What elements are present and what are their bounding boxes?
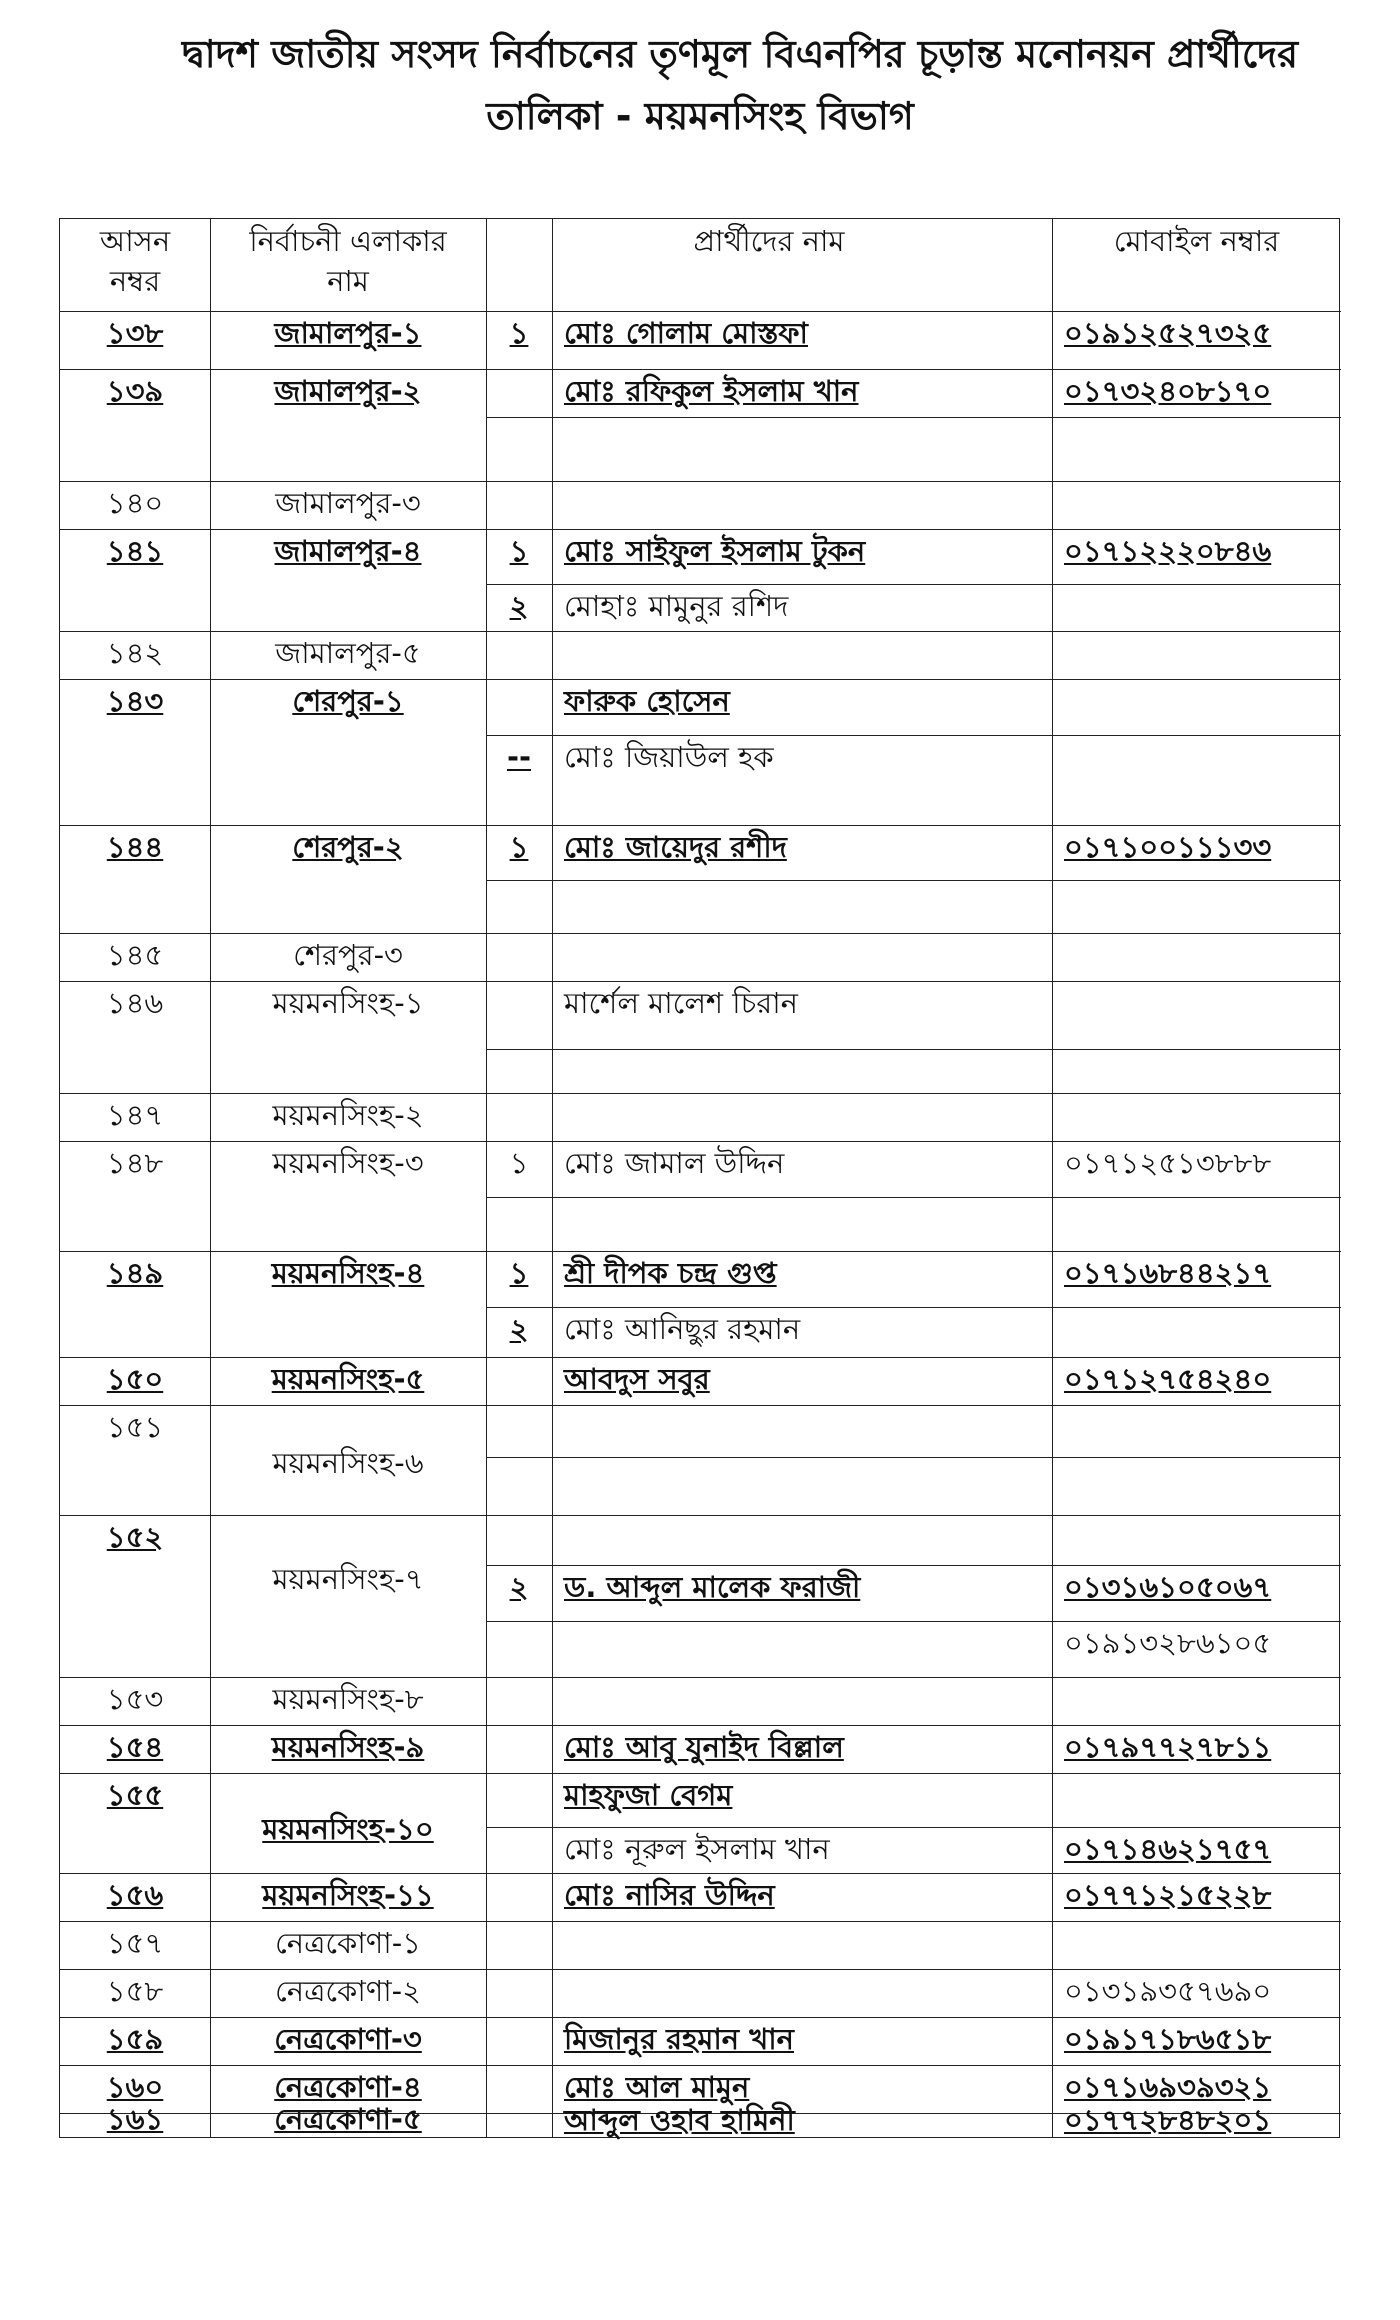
column-divider bbox=[1052, 219, 1053, 2137]
seat-number: ১৪৮ bbox=[106, 1146, 164, 1180]
constituency-name: শেরপুর-১ bbox=[292, 684, 404, 718]
candidate-name: আব্দুল ওহাব হামিনী bbox=[564, 2103, 795, 2137]
sub-row-separator bbox=[486, 1565, 1341, 1566]
constituency-name: নেত্রকোণা-৫ bbox=[274, 2102, 422, 2136]
candidate-mobile: ০১৭১৬৯৩৯৩২১ bbox=[1064, 2070, 1272, 2104]
row-separator bbox=[60, 2017, 1341, 2018]
seat-number: ১৪৩ bbox=[106, 684, 164, 718]
constituency-name: ময়মনসিংহ-৭ bbox=[272, 1562, 424, 1596]
sub-row-separator bbox=[486, 880, 1341, 881]
seat-number: ১৫৬ bbox=[106, 1878, 164, 1912]
candidate-mobile: ০১৭১০০১১১৩৩ bbox=[1064, 830, 1272, 864]
candidate-name: মোঃ গোলাম মোস্তফা bbox=[564, 316, 808, 350]
candidate-name: শ্রী দীপক চন্দ্র গুপ্ত bbox=[564, 1256, 777, 1290]
candidate-name: মোঃ জায়েদুর রশীদ bbox=[564, 830, 787, 864]
constituency-name: ময়মনসিংহ-৮ bbox=[272, 1682, 424, 1716]
constituency-name: জামালপুর-৩ bbox=[275, 486, 421, 520]
constituency-name: ময়মনসিংহ-৪ bbox=[271, 1256, 425, 1290]
seat-number: ১৩৮ bbox=[106, 316, 164, 350]
header-area: নির্বাচনী এলাকার নাম bbox=[249, 224, 447, 298]
candidate-name: আবদুস সবুর bbox=[564, 1362, 710, 1396]
candidate-mobile: ০১৯১২৫২৭৩২৫ bbox=[1064, 316, 1272, 350]
seat-number: ১৪০ bbox=[106, 486, 164, 520]
sub-row-separator bbox=[486, 417, 1341, 418]
candidate-name: মোঃ নূরুল ইসলাম খান bbox=[564, 1832, 830, 1866]
constituency-name: নেত্রকোণা-১ bbox=[275, 1926, 421, 1960]
constituency-name: শেরপুর-২ bbox=[292, 830, 404, 864]
candidate-name: মিজানুর রহমান খান bbox=[564, 2022, 794, 2056]
constituency-name: শেরপুর-৩ bbox=[293, 938, 403, 972]
candidate-name: মোঃ সাইফুল ইসলাম টুকন bbox=[564, 534, 866, 568]
seat-number: ১৪১ bbox=[106, 534, 164, 568]
row-separator bbox=[60, 1873, 1341, 1874]
row-separator bbox=[60, 679, 1341, 680]
candidate-rank: ২ bbox=[509, 589, 529, 623]
candidate-rank: ১ bbox=[509, 534, 529, 568]
page-subtitle: তালিকা - ময়মনসিংহ বিভাগ bbox=[486, 94, 914, 138]
candidate-mobile: ০১৭৭১২১৫২২৮ bbox=[1064, 1878, 1272, 1912]
row-separator bbox=[60, 529, 1341, 530]
candidate-mobile: ০১৭১২৫১৩৮৮৮ bbox=[1064, 1146, 1272, 1180]
row-separator bbox=[60, 1969, 1341, 1970]
candidate-mobile: ০১৩১৯৩৫৭৬৯০ bbox=[1064, 1974, 1272, 2008]
sub-row-separator bbox=[486, 584, 1341, 585]
seat-number: ১৫৩ bbox=[106, 1682, 164, 1716]
candidate-mobile: ০১৭৯৭৭২৭৮১১ bbox=[1064, 1730, 1272, 1764]
seat-number: ১৫৪ bbox=[106, 1730, 164, 1764]
seat-number: ১৫০ bbox=[106, 1362, 164, 1396]
row-separator bbox=[60, 1515, 1341, 1516]
row-separator bbox=[60, 1251, 1341, 1252]
row-separator bbox=[60, 933, 1341, 934]
seat-number: ১৫৮ bbox=[106, 1974, 164, 2008]
seat-number: ১৬১ bbox=[106, 2102, 164, 2136]
sub-row-separator bbox=[486, 1827, 1341, 1828]
candidate-rank: ১ bbox=[509, 1146, 529, 1180]
constituency-name: নেত্রকোণা-২ bbox=[275, 1974, 421, 2008]
constituency-name: নেত্রকোণা-৪ bbox=[274, 2070, 422, 2104]
seat-number: ১৪৭ bbox=[106, 1098, 164, 1132]
candidate-mobile: ০১৭১৪৬২১৭৫৭ bbox=[1064, 1832, 1272, 1866]
column-divider bbox=[552, 219, 553, 2137]
candidate-name: মার্শেল মালেশ চিরান bbox=[564, 986, 798, 1020]
candidate-rank: -- bbox=[506, 740, 532, 774]
candidate-rank: ১ bbox=[509, 316, 529, 350]
candidate-name: মোঃ জিয়াউল হক bbox=[564, 740, 774, 774]
row-separator bbox=[60, 1405, 1341, 1406]
constituency-name: জামালপুর-৪ bbox=[274, 534, 422, 568]
seat-number: ১৪৬ bbox=[106, 986, 164, 1020]
constituency-name: ময়মনসিংহ-৩ bbox=[272, 1146, 424, 1180]
header-seat: আসন নম্বর bbox=[99, 224, 171, 298]
seat-number: ১৪৯ bbox=[106, 1256, 164, 1290]
row-separator bbox=[60, 1141, 1341, 1142]
seat-number: ১৫২ bbox=[106, 1520, 164, 1554]
candidate-name: মাহফুজা বেগম bbox=[564, 1778, 733, 1812]
seat-number: ১৪২ bbox=[106, 636, 164, 670]
header-name: প্রার্থীদের নাম bbox=[693, 224, 845, 258]
sub-row-separator bbox=[486, 735, 1341, 736]
candidate-name: মোঃ আল মামুন bbox=[564, 2070, 750, 2104]
row-separator bbox=[60, 1357, 1341, 1358]
row-separator bbox=[60, 825, 1341, 826]
candidate-table bbox=[59, 218, 1340, 2138]
seat-number: ১৬০ bbox=[106, 2070, 164, 2104]
candidate-name: ড. আব্দুল মালেক ফরাজী bbox=[564, 1570, 861, 1604]
candidate-mobile: ০১৭১২২২০৮৪৬ bbox=[1064, 534, 1272, 568]
sub-row-separator bbox=[486, 1197, 1341, 1198]
candidate-rank: ১ bbox=[509, 1256, 529, 1290]
seat-number: ১৫৭ bbox=[106, 1926, 164, 1960]
row-separator bbox=[60, 2065, 1341, 2066]
constituency-name: ময়মনসিংহ-১ bbox=[272, 986, 424, 1020]
constituency-name: ময়মনসিংহ-১০ bbox=[262, 1812, 434, 1846]
constituency-name: ময়মনসিংহ-৯ bbox=[271, 1730, 425, 1764]
candidate-mobile: ০১৭৩২৪০৮১৭০ bbox=[1064, 374, 1272, 408]
candidate-mobile: ০১৩১৬১০৫০৬৭ bbox=[1064, 1570, 1272, 1604]
row-separator bbox=[60, 311, 1341, 312]
candidate-name: মোঃ জামাল উদ্দিন bbox=[564, 1146, 785, 1180]
header-mobile: মোবাইল নম্বার bbox=[1113, 224, 1280, 258]
constituency-name: ময়মনসিংহ-৫ bbox=[271, 1362, 425, 1396]
candidate-name: মোঃ নাসির উদ্দিন bbox=[564, 1878, 775, 1912]
constituency-name: ময়মনসিংহ-১১ bbox=[262, 1878, 434, 1912]
candidate-name: ফারুক হোসেন bbox=[564, 684, 730, 718]
row-separator bbox=[60, 369, 1341, 370]
sub-row-separator bbox=[486, 1621, 1341, 1622]
constituency-name: ময়মনসিংহ-২ bbox=[272, 1098, 424, 1132]
candidate-name: মোঃ আনিছুর রহমান bbox=[564, 1312, 801, 1346]
candidate-rank: ১ bbox=[509, 830, 529, 864]
sub-row-separator bbox=[486, 1307, 1341, 1308]
seat-number: ১৪৫ bbox=[106, 938, 164, 972]
seat-number: ১৫১ bbox=[106, 1410, 164, 1444]
row-separator bbox=[60, 481, 1341, 482]
seat-number: ১৩৯ bbox=[106, 374, 164, 408]
candidate-mobile: ০১৭১৬৮৪৪২১৭ bbox=[1064, 1256, 1272, 1290]
candidate-name: মোহাঃ মামুনুর রশিদ bbox=[564, 589, 789, 623]
row-separator bbox=[60, 1773, 1341, 1774]
candidate-mobile: ০১৭৭২৮৪৮২০১ bbox=[1064, 2103, 1272, 2137]
page-title: দ্বাদশ জাতীয় সংসদ নির্বাচনের তৃণমূল বিএনপির চূড়ান্ত মনোনয়ন প্রার্থীদের bbox=[181, 32, 1299, 76]
row-separator bbox=[60, 631, 1341, 632]
candidate-rank: ২ bbox=[509, 1312, 529, 1346]
row-separator bbox=[60, 1921, 1341, 1922]
row-separator bbox=[60, 1093, 1341, 1094]
candidate-mobile: ০১৯১৩২৮৬১০৫ bbox=[1064, 1626, 1272, 1660]
candidate-rank: ২ bbox=[509, 1570, 529, 1604]
constituency-name: জামালপুর-৫ bbox=[275, 636, 421, 670]
seat-number: ১৫৫ bbox=[106, 1778, 164, 1812]
row-separator bbox=[60, 981, 1341, 982]
seat-number: ১৫৯ bbox=[106, 2022, 164, 2056]
constituency-name: জামালপুর-১ bbox=[274, 316, 422, 350]
candidate-name: মোঃ রফিকুল ইসলাম খান bbox=[564, 374, 859, 408]
seat-number: ১৪৪ bbox=[106, 830, 164, 864]
candidate-mobile: ০১৯১৭১৮৬৫১৮ bbox=[1064, 2022, 1272, 2056]
constituency-name: নেত্রকোণা-৩ bbox=[274, 2022, 422, 2056]
constituency-name: ময়মনসিংহ-৬ bbox=[272, 1446, 424, 1480]
sub-row-separator bbox=[486, 1457, 1341, 1458]
candidate-name: মোঃ আবু যুনাইদ বিল্লাল bbox=[564, 1730, 844, 1764]
candidate-mobile: ০১৭১২৭৫৪২৪০ bbox=[1064, 1362, 1272, 1396]
sub-row-separator bbox=[486, 1049, 1341, 1050]
constituency-name: জামালপুর-২ bbox=[274, 374, 422, 408]
row-separator bbox=[60, 1725, 1341, 1726]
row-separator bbox=[60, 1677, 1341, 1678]
